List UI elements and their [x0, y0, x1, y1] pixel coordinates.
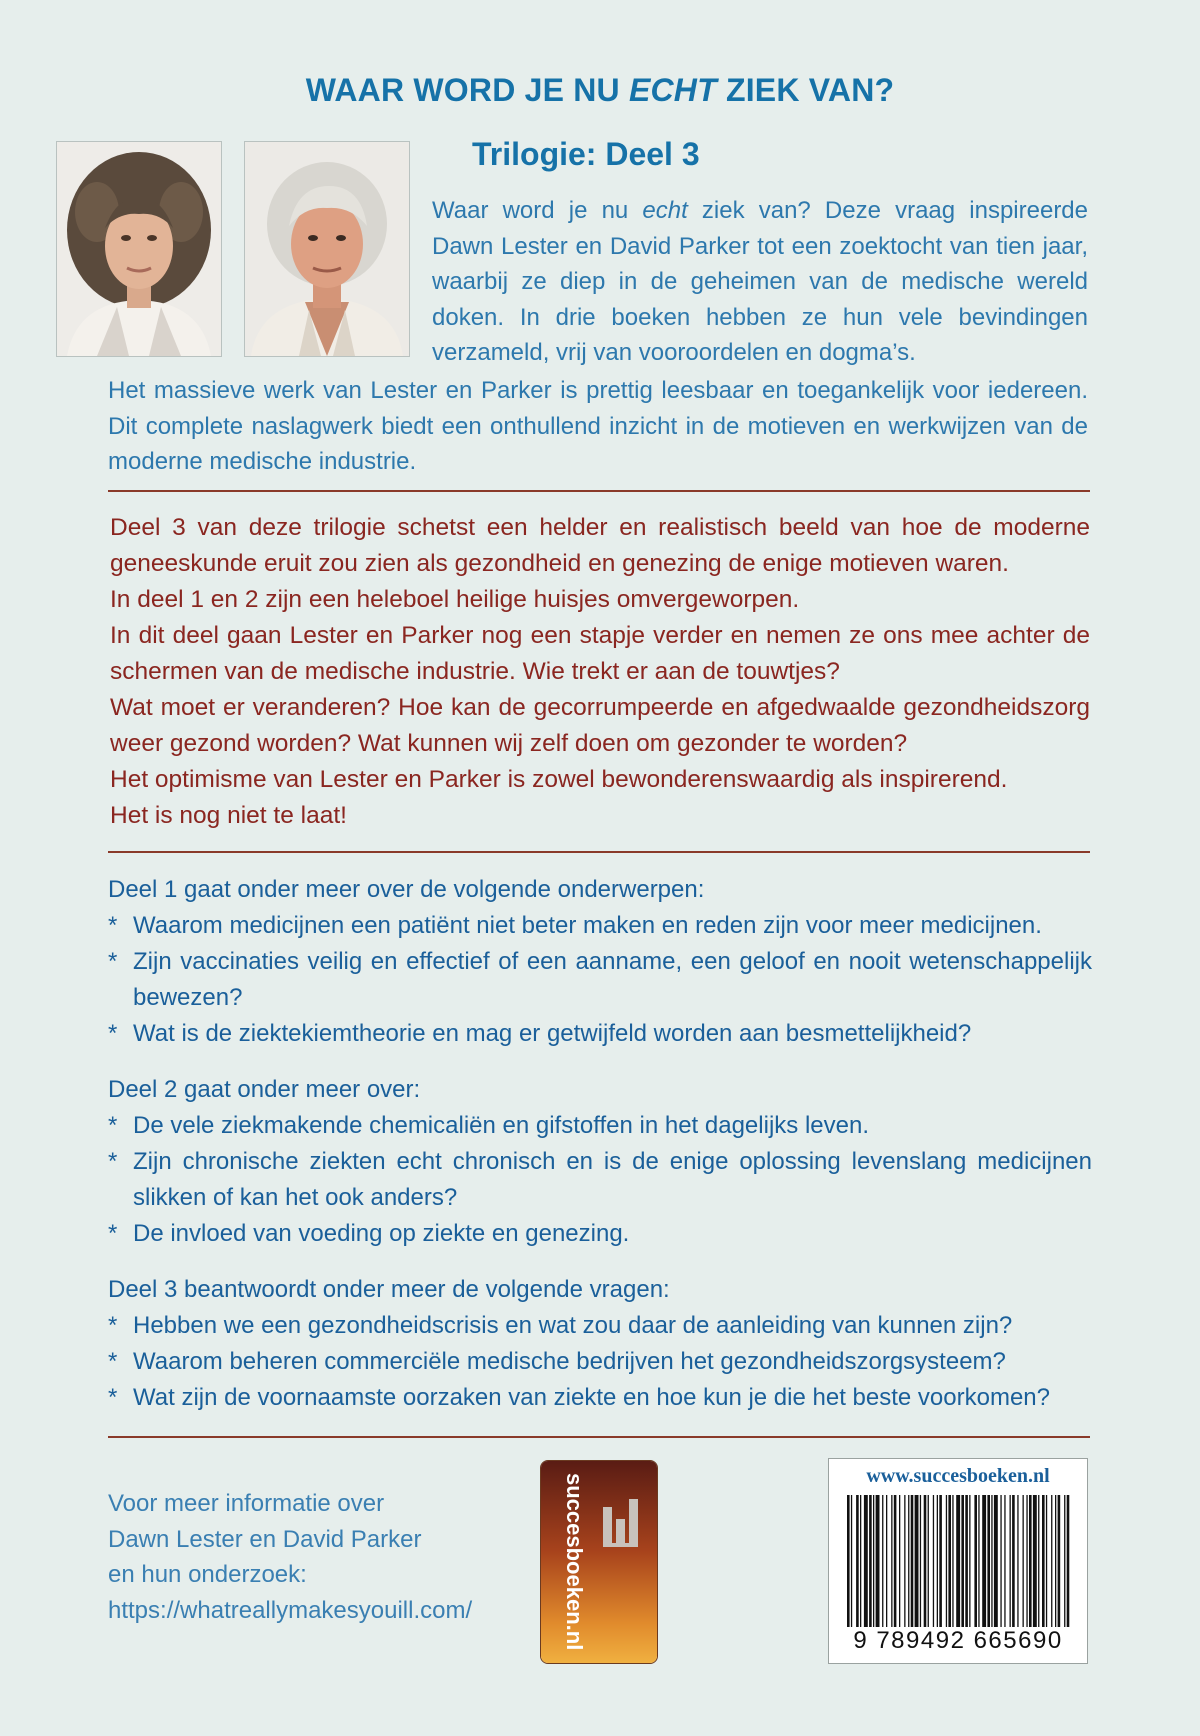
contact-info: [108, 1486, 528, 1628]
divider: [108, 851, 1090, 853]
list-item: * Waarom medicijnen een patiënt niet beter maken en reden zijn voor meer medicijnen.: [108, 908, 1092, 944]
barcode-bars: [843, 1495, 1073, 1627]
intro-text: Waar word je nu: [432, 197, 643, 224]
list-item: * Wat zijn de voornaamste oorzaken van ziekte en hoe kun je die het beste voorkomen?: [108, 1380, 1092, 1416]
isbn-digits: 9 789492 665690: [853, 1627, 1063, 1654]
list-item: * Wat is de ziektekiemtheorie en mag er getwijfeld worden aan besmettelijkheid?: [108, 1016, 1092, 1052]
title-emphasis: ECHT: [628, 72, 717, 108]
list-item: * Zijn chronische ziekten echt chronisch en is de enige oplossing levenslang medicijnen slikken of kan het ook anders?: [108, 1144, 1092, 1216]
summary-paragraph: In dit deel gaan Lester en Parker nog een stapje verder en nemen ze ons mee achter de schermen van de medische industrie. Wie trekt er aan de touwtjes?: [110, 622, 1090, 685]
topic-list: [108, 1308, 1092, 1416]
isbn-barcode: [828, 1458, 1088, 1664]
summary-paragraph: In deel 1 en 2 zijn een heleboel heilige huisjes omvergeworpen.: [110, 586, 800, 613]
section-heading: Deel 3 beantwoordt onder meer de volgende vragen:: [108, 1276, 670, 1303]
list-item: * De invloed van voeding op ziekte en genezing.: [108, 1216, 1092, 1252]
subtitle-trilogy: Trilogie: Deel 3: [472, 136, 700, 172]
section-heading: Deel 1 gaat onder meer over de volgende onderwerpen:: [108, 876, 705, 903]
summary-block: [110, 510, 1090, 834]
author-photo-dawn-lester: [56, 141, 222, 357]
intro-text: ziek van? Deze vraag inspireerde Dawn Lester en David Parker tot een zoektocht van tien jaar, waarbij ze diep in de geheimen van de medische wereld doken. In drie boeken hebben ze hun vele bevindingen verzameld, vrij van vooroordelen en dogma’s.: [432, 197, 1089, 366]
list-item: * Waarom beheren commerciële medische bedrijven het gezondheidszorgsysteem?: [108, 1344, 1092, 1380]
topic-list: [108, 1108, 1092, 1252]
title-part: ZIEK VAN?: [716, 72, 895, 108]
contact-line: en hun onderzoek:: [108, 1561, 307, 1588]
title-part: WAAR WORD JE NU: [305, 72, 629, 108]
intro-paragraph-2: Het massieve werk van Lester en Parker is prettig leesbaar en toegankelijk voor iedereen. Dit complete naslagwerk biedt een onthullend inzicht in de motieven en werkwijzen van de moderne medische industrie.: [108, 377, 1088, 475]
topic-list: [108, 908, 1092, 1052]
contact-line: Voor meer informatie over: [108, 1490, 385, 1517]
cover-title: [0, 72, 1200, 109]
summary-paragraph: Deel 3 van deze trilogie schetst een helder en realistisch beeld van hoe de moderne geneeskunde eruit zou zien als gezondheid en genezing de enige motieven waren.: [110, 514, 1090, 577]
summary-paragraph: Het is nog niet te laat!: [110, 802, 347, 829]
author-photo-david-parker: [244, 141, 410, 357]
section-heading: Deel 2 gaat onder meer over:: [108, 1076, 421, 1103]
contact-line: Dawn Lester en David Parker: [108, 1525, 422, 1553]
barcode-website: www.succesboeken.nl: [866, 1465, 1050, 1487]
section-deel-2: [108, 1072, 1092, 1252]
section-deel-1: [108, 872, 1092, 1052]
summary-paragraph: Het optimisme van Lester en Parker is zowel bewonderenswaardig als inspirerend.: [110, 766, 1008, 793]
contact-url-link[interactable]: https://whatreallymakesyouill.com/: [108, 1596, 473, 1624]
summary-paragraph: Wat moet er veranderen? Hoe kan de gecorrumpeerde en afgedwaalde gezondheidszorg weer gezond worden? Wat kunnen wij zelf doen om gezonder te worden?: [110, 694, 1090, 757]
publisher-logo: [540, 1460, 658, 1664]
list-item: * De vele ziekmakende chemicaliën en gifstoffen in het dagelijks leven.: [108, 1108, 1092, 1144]
list-item: * Hebben we een gezondheidscrisis en wat zou daar de aanleiding van kunnen zijn?: [108, 1308, 1092, 1344]
section-deel-3: [108, 1272, 1092, 1416]
intro-paragraph-1: [432, 193, 1088, 371]
divider: [108, 490, 1090, 492]
intro-emphasis: echt: [642, 197, 688, 224]
list-item: * Zijn vaccinaties veilig en effectief of een aanname, een geloof en nooit wetenschappelijk bewezen?: [108, 944, 1092, 1016]
divider: [108, 1436, 1090, 1438]
logo-text: succesboeken.nl: [562, 1473, 587, 1651]
